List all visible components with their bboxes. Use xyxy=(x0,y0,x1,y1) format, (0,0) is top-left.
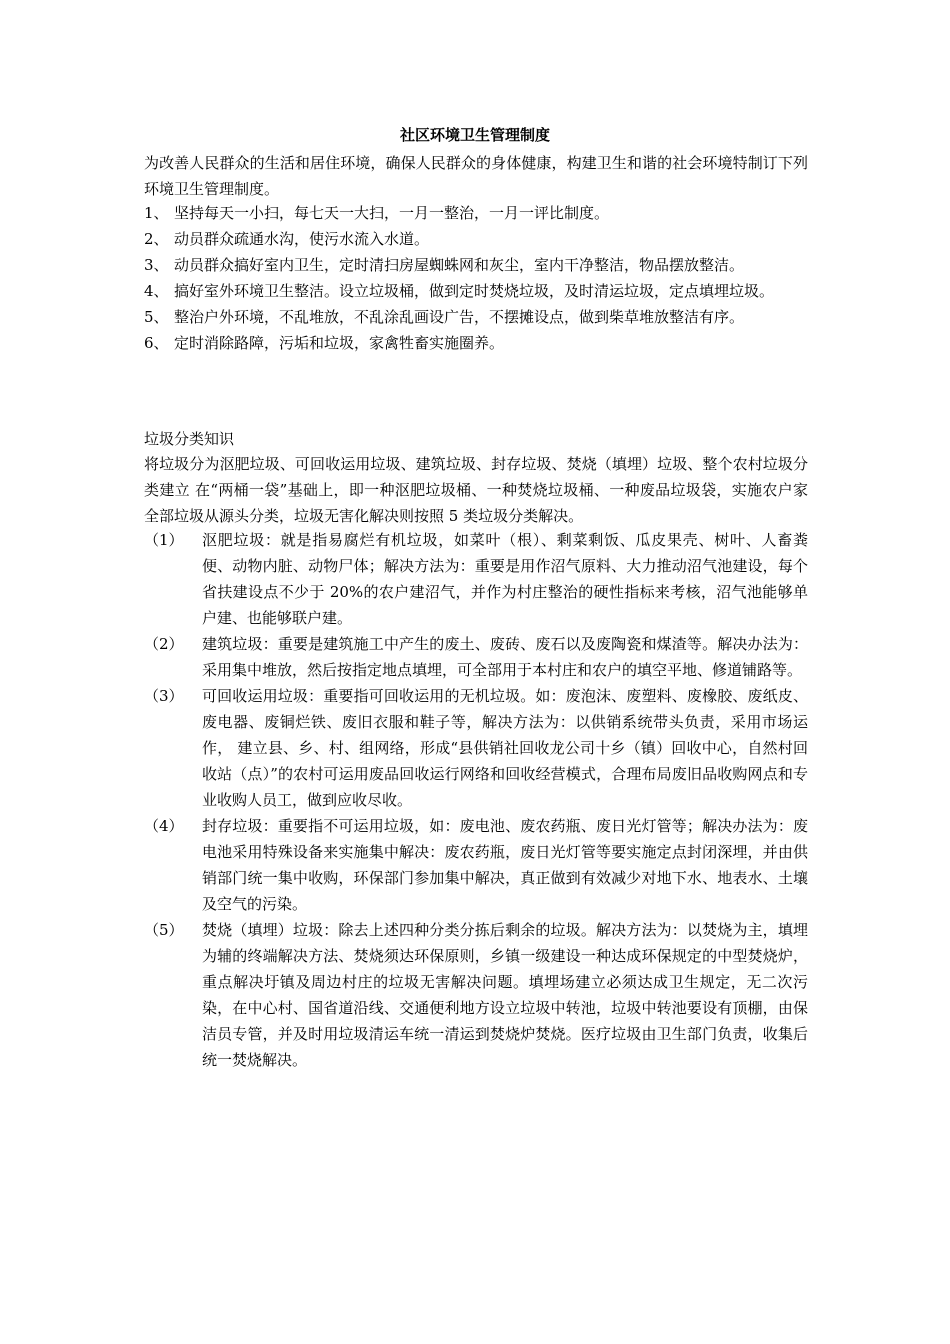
document-title: 社区环境卫生管理制度 xyxy=(399,126,550,144)
category-number: （5） xyxy=(144,921,184,939)
rule-text: 整治户外环境，不乱堆放，不乱涂乱画设广告，不摆摊设点，做到柴草堆放整洁有序。 xyxy=(174,308,745,326)
category-number: （3） xyxy=(144,687,184,705)
category-text: 封存垃圾：重要指不可运用垃圾，如：废电池、废农药瓶、废日光灯管等；解决办法为：废电池采用特殊设备来实施集中解决：废农药瓶，废日光灯管等要实施定点封闭深埋，并由供销部门统一集中收购，环保部门参加集中解决，真正做到有效减少对地下水、地表水、土壤及空气的污染。 xyxy=(202,817,808,913)
rule-text: 定时消除路障，污垢和垃圾，家禽牲畜实施圈养。 xyxy=(174,334,505,352)
rule-number: 5、 xyxy=(144,308,169,326)
rule-text: 搞好室外环境卫生整洁。设立垃圾桶，做到定时焚烧垃圾，及时清运垃圾，定点填埋垃圾。 xyxy=(174,282,775,300)
category-item xyxy=(144,631,808,683)
category-number: （1） xyxy=(144,531,184,549)
category-text: 可回收运用垃圾：重要指可回收运用的无机垃圾。如：废泡沫、废塑料、废橡胶、废纸皮、废电器、废铜烂铁、废旧衣服和鞋子等，解决方法为：以供销系统带头负责，采用市场运作， 建立县、乡、村、组网络，形成“县供销社回收龙公司十乡（镇）回收中心，自然村回收站（点）”的农村可运用废品回收运行网络和回收经营模式，合理布局废旧品收购网点和专业收购人员工，做到应收尽收。 xyxy=(202,687,808,809)
category-number: （2） xyxy=(144,635,184,653)
rule-number: 3、 xyxy=(144,256,169,274)
rule-number: 6、 xyxy=(144,334,169,352)
rule-item xyxy=(144,330,808,356)
section-intro-text: 将垃圾分为沤肥垃圾、可回收运用垃圾、建筑垃圾、封存垃圾、焚烧（填埋）垃圾、整个农村垃圾分类建立 在“两桶一袋”基础上，即一种沤肥垃圾桶、一种焚烧垃圾桶、一种废品垃圾袋，实施农户家全部垃圾从源头分类，垃圾无害化解决则按照 5 类垃圾分类解决。 xyxy=(144,455,808,525)
rule-item xyxy=(144,252,808,278)
rule-number: 1、 xyxy=(144,204,169,222)
intro-text: 为改善人民群众的生活和居住环境，确保人民群众的身体健康，构建卫生和谐的社会环境特制订下列环境卫生管理制度。 xyxy=(144,154,808,198)
categories-list xyxy=(144,527,808,1073)
category-item xyxy=(144,527,808,631)
intro-paragraph xyxy=(144,150,808,202)
category-text: 沤肥垃圾：就是指易腐烂有机垃圾，如菜叶（根）、剩菜剩饭、瓜皮果壳、树叶、人畜粪便、动物内脏、动物尸体；解决方法为：重要是用作沼气原料、大力推动沼气池建设，每个省扶建设点不少于 20%的农户建沼气，并作为村庄整治的硬性指标来考核，沼气池能够单户建、也能够联户建。 xyxy=(202,531,808,627)
category-item xyxy=(144,683,808,813)
rule-text: 动员群众搞好室内卫生，定时清扫房屋蜘蛛网和灰尘，室内干净整洁，物品摆放整洁。 xyxy=(174,256,745,274)
rule-item xyxy=(144,278,808,304)
section-intro xyxy=(144,451,808,529)
rule-item xyxy=(144,226,808,252)
category-item xyxy=(144,813,808,917)
section-heading-text: 垃圾分类知识 xyxy=(144,430,235,448)
category-number: （4） xyxy=(144,817,184,835)
rules-list xyxy=(144,200,808,356)
section-heading xyxy=(144,426,808,452)
rule-text: 坚持每天一小扫，每七天一大扫，一月一整治，一月一评比制度。 xyxy=(174,204,610,222)
category-item xyxy=(144,917,808,1073)
rule-number: 2、 xyxy=(144,230,169,248)
rule-item xyxy=(144,304,808,330)
category-text: 建筑垃圾：重要是建筑施工中产生的废土、废砖、废石以及废陶瓷和煤渣等。解决办法为：采用集中堆放，然后按指定地点填埋，可全部用于本村庄和农户的填空平地、修道铺路等。 xyxy=(202,635,808,679)
rule-number: 4、 xyxy=(144,282,169,300)
category-text: 焚烧（填埋）垃圾：除去上述四种分类分拣后剩余的垃圾。解决方法为：以焚烧为主，填埋为辅的终端解决方法、焚烧须达环保原则，乡镇一级建设一种达成环保规定的中型焚烧炉，重点解决圩镇及周边村庄的垃圾无害解决问题。填埋场建立必须达成卫生规定，无二次污染，在中心村、国省道沿线、交通便利地方设立垃圾中转池，垃圾中转池要设有顶棚，由保洁员专管，并及时用垃圾清运车统一清运到焚烧炉焚烧。医疗垃圾由卫生部门负责，收集后统一焚烧解决。 xyxy=(202,921,808,1069)
rule-text: 动员群众疏通水沟，使污水流入水道。 xyxy=(174,230,430,248)
rule-item xyxy=(144,200,808,226)
